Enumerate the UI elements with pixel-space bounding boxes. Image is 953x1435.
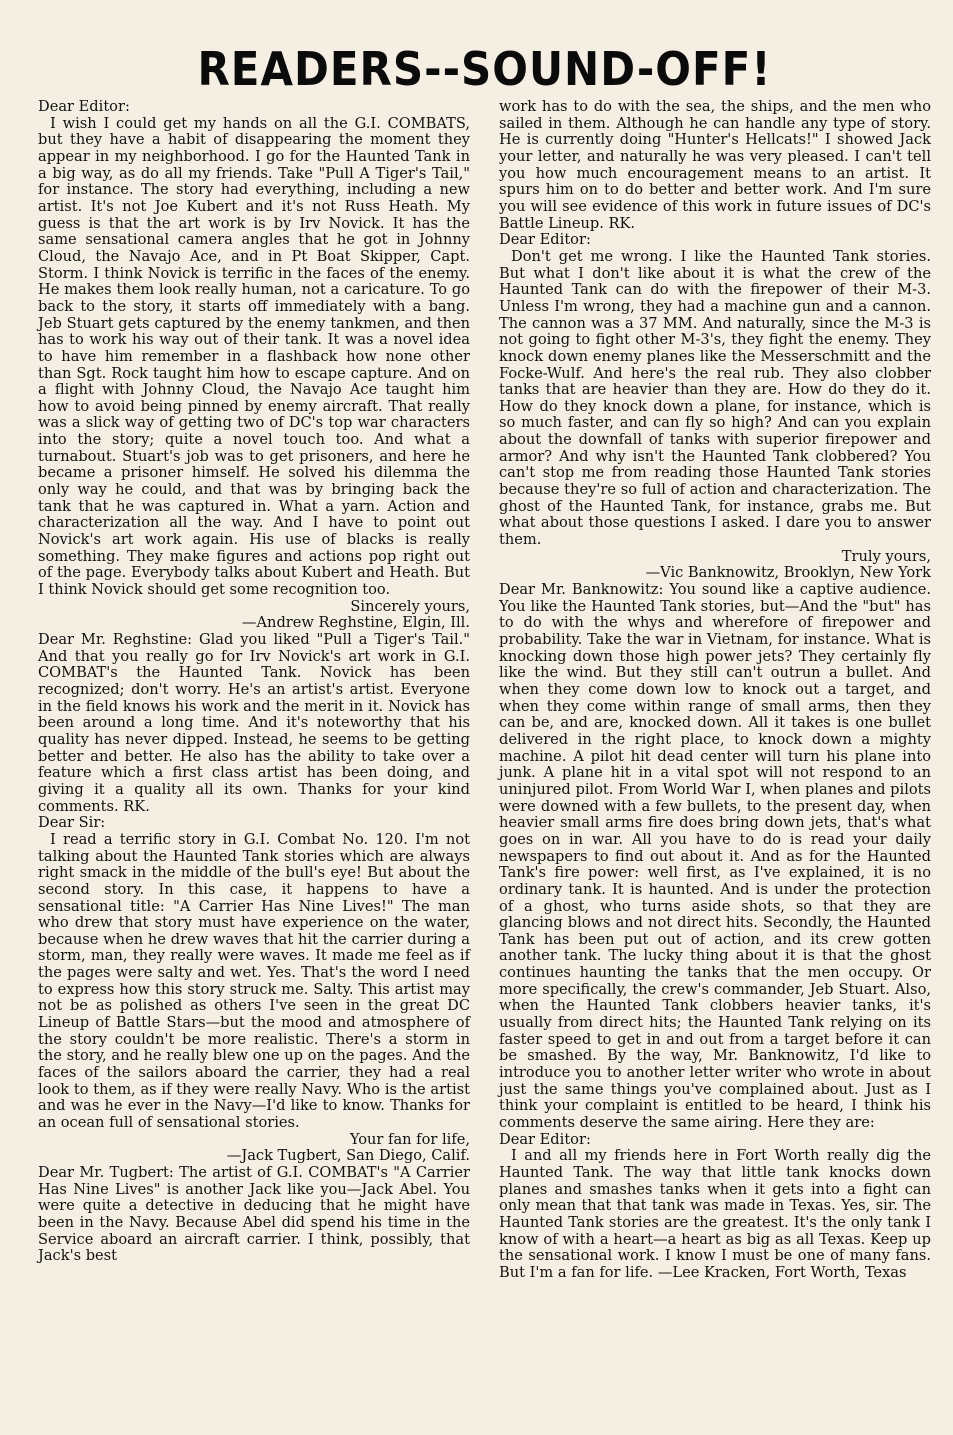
letter-salutation: Dear Editor:: [499, 231, 591, 249]
letter-body: I and all my friends here in Fort Worth really dig the Haunted Tank. The way that little tank knocks down planes and smashes tanks when it gets into a fight can only mean that that tank was made in Texas. Yes, sir. The Haunted Tank stories are the greatest. It's the only tank I know of with a heart—a heart as big as all Texas. Keep up the sensational work. I know I must be one of many fans. But I'm a fan for life. —Lee Kracken, Fort Worth, Texas: [499, 1147, 931, 1281]
letter-body: I read a terrific story in G.I. Combat No. 120. I'm not talking about the Haunted Tank stories which are always right smack in the middle of the bull's eye! But about the second story. In this case, it happens to have a sensational title: "A Carrier Has Nine Lives!" The man who drew that story must have experience on the water, because when he drew waves that hit the carrier during a storm, man, they really were waves. It made me feel as if the pages were salty and wet. Yes. That's the word I need to express how this story struck me. Salty. This artist may not be as polished as others I've seen in the great DC Lineup of Battle Stars—but the mood and atmosphere of the story couldn't be more realistic. There's a storm in the story, and he really blew one up on the pages. And the faces of the sailors aboard the carrier, they had a real look to them, as if they were really Navy. Who is the artist and was he ever in the Navy—I'd like to know. Thanks for an ocean full of sensational stories.: [38, 830, 470, 1132]
letter-body: Don't get me wrong. I like the Haunted Tank stories. But what I don't like about it is what the crew of the Haunted Tank can do with the firepower of their M-3. Unless I'm wrong, they had a machine gun and a cannon. The cannon was a 37 MM. And naturally, since the M-3 is not going to fight other M-3's, they fight the enemy. They knock down enemy planes like the Messerschmitt and the Focke-Wulf. And here's the real rub. They also clobber tanks that are heavier than they are. How do they do it. How do they knock down a plane, for instance, which is so much faster, and can fly so high? And can you explain about the downfall of tanks with superior firepower and armor? And why isn't the Haunted Tank clobbered? You can't stop me from reading those Haunted Tank stories because they're so full of action and characterization. The ghost of the Haunted Tank, for instance, grabs me. But what about those questions I asked. I dare you to answer them.: [499, 247, 931, 549]
letter-body: I wish I could get my hands on all the G.I. COMBATS, but they have a habit of disappearing the moment they appear in my neighborhood. I go for the Haunted Tank in a big way, as do all my friends. Take "Pull A Tiger's Tail," for instance. The story had everything, including a new artist. It's not Joe Kubert and it's not Russ Heath. My guess is that the art work is by Irv Novick. It has the same sensational camera angles that he got in Johnny Cloud, the Navajo Ace, and in Pt Boat Skipper, Capt. Storm. I think Novick is terrific in the faces of the enemy. He makes them look really human, not a caricature. To go back to the story, it starts off immediately with a bang. Jeb Stuart gets captured by the enemy tankmen, and then has to work his way out of their tank. It was a novel idea to have him remember in a flashback how none other than Sgt. Rock taught him how to escape capture. And on a flight with Johnny Cloud, the Navajo Ace taught him how to avoid being pinned by enemy aircraft. That really was a slick way of getting two of DC's top war characters into the story; quite a novel touch too. And what a turnabout. Stuart's job was to get prisoners, and here he became a prisoner himself. He solved his dilemma the only way he could, and that was by bringing back the tank that he was captured in. What a yarn. Action and characterization all the way. And I have to point out Novick's art work again. His use of blacks is really something. They make figures and actions pop right out of the page. Everybody talks about Kubert and Heath. But I think Novick should get some recognition too.: [38, 114, 470, 599]
letter-closing: Sincerely yours,: [350, 597, 470, 615]
editor-reply-continued: work has to do with the sea, the ships, and the men who sailed in them. Although he can handle any type of story. He is currently doing "Hunter's Hellcats!" I showed Jack your letter, and naturally he was very pleased. I can't tell you how much encouragement means to an artist. It spurs him on to do better and better work. And I'm sure you will see evidence of this work in future issues of DC's Battle Lineup. RK.: [499, 98, 931, 232]
left-column: [38, 99, 470, 1282]
letter-signature: —Andrew Reghstine, Elgin, Ill.: [241, 614, 470, 632]
letter-salutation: Dear Editor:: [499, 1130, 591, 1148]
letter-signature: —Vic Banknowitz, Brooklyn, New York: [645, 564, 931, 582]
page-title: READERS--SOUND-OFF!: [197, 42, 772, 96]
letter-signature: —Jack Tugbert, San Diego, Calif.: [226, 1147, 470, 1165]
editor-reply: Dear Mr. Banknowitz: You sound like a captive audience. You like the Haunted Tank stories, but—And the "but" has to do with the whys and wherefore of firepower and probability. Take the war in Vietnam, for instance. What is knocking down those high power jets? They certainly fly like the wind. But they still can't outrun a bullet. And when they come down low to knock out a target, and when they come within range of small arms, then they can be, and are, knocked down. All it takes is one bullet delivered in the right place, to knock down a mighty machine. A pilot hit dead center will turn his plane into junk. A plane hit in a vital spot will not respond to an uninjured pilot. From World War I, when planes and pilots were downed with a few bullets, to the present day, when heavier small arms fire does bring down jets, that's what goes on in war. All you have to do is read your daily newspapers to find out about it. And as for the Haunted Tank's fire power: well first, as I've explained, it is no ordinary tank. It is haunted. And is under the protection of a ghost, who turns aside shots, so that they are glancing blows and not direct hits. Secondly, the Haunted Tank has been put out of action, and its crew gotten another tank. The lucky thing about it is that the ghost continues haunting the tanks that the men occupy. Or more specifically, the crew's commander, Jeb Stuart. Also, when the Haunted Tank clobbers heavier tanks, it's usually from direct hits; the Haunted Tank relying on its faster speed to get in and out from a target before it can be smashed. By the way, Mr. Banknowitz, I'd like to introduce you to another letter writer who wrote in about just the same things you've complained about. Just as I think your complaint is entitled to be heard, I think his comments deserve the same airing. Here they are:: [499, 581, 931, 1132]
letter-salutation: Dear Sir:: [38, 814, 106, 832]
letter-salutation: Dear Editor:: [38, 98, 130, 115]
editor-reply: Dear Mr. Reghstine: Glad you liked "Pull a Tiger's Tail." And that you really go for Irv Novick's art work in G.I. COMBAT's the Haunted Tank. Novick has been recognized; don't worry. He's an artist's artist. Everyone in the field knows his work and the merit in it. Novick has been around a long time. And it's noteworthy that his quality has never dipped. Instead, he seems to be getting better and better. He also has the ability to take over a feature which a first class artist has been doing, and giving it a quality all its own. Thanks for your kind comments. RK.: [38, 631, 470, 815]
letter-closing: Your fan for life,: [349, 1130, 470, 1148]
letter-columns: [38, 99, 931, 1282]
editor-reply: Dear Mr. Tugbert: The artist of G.I. COMBAT's "A Carrier Has Nine Lives" is another Jack like you—Jack Abel. You were quite a detective in deducing that he might have been in the Navy. Because Abel did spend his time in the Service aboard an aircraft carrier. I think, possibly, that Jack's best: [38, 1164, 470, 1265]
letter-closing: Truly yours,: [841, 547, 931, 565]
right-column: [499, 99, 931, 1282]
